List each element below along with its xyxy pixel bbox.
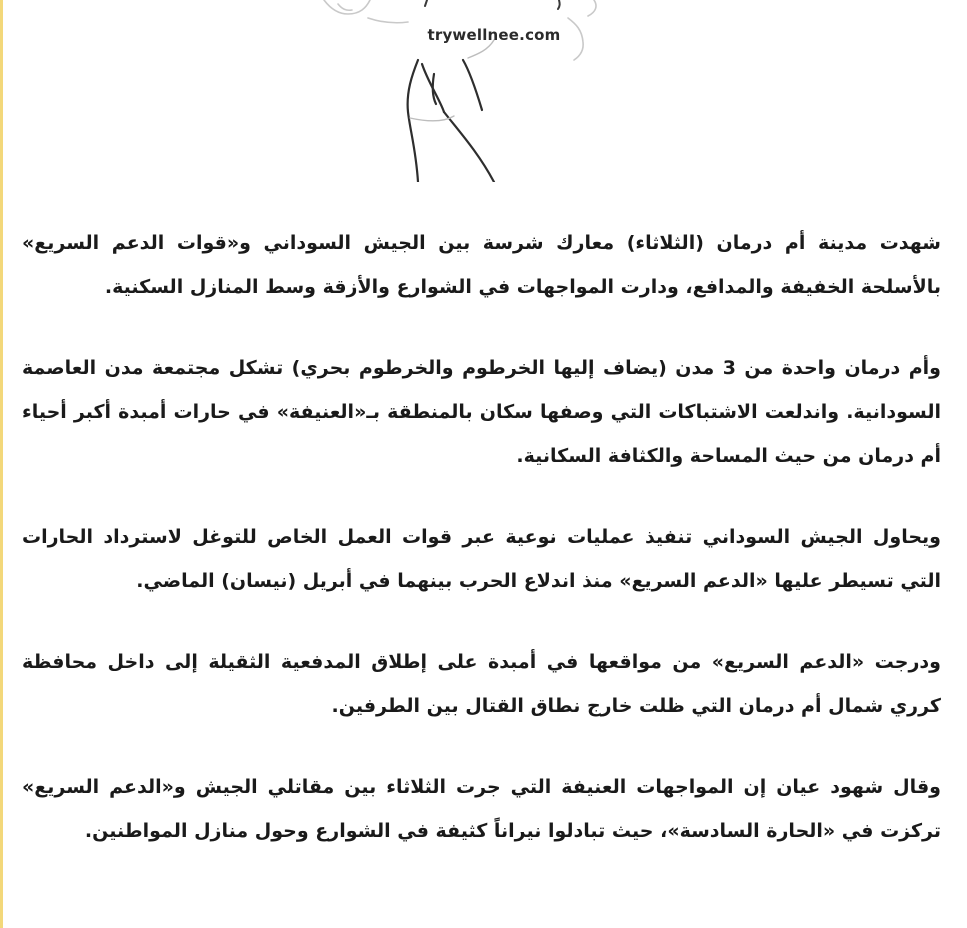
article-paragraph: ودرجت «الدعم السريع» من مواقعها في أمبدة على إطلاق المدفعية الثقيلة إلى داخل محافظة كرري شمال أم درمان التي ظلت خارج نطاق القتال بين الطرفين. (22, 651, 941, 717)
left-accent-bar (0, 0, 3, 928)
article-paragraph: وقال شهود عيان إن المواجهات العنيفة التي جرت الثلاثاء بين مقاتلي الجيش و«الدعم السريع» تركزت في «الحارة السادسة»، حيث تبادلوا نيراناً كثيفة في الشوارع وحول منازل المواطنين. (22, 776, 941, 842)
article-paragraph: شهدت مدينة أم درمان (الثلاثاء) معارك شرسة بين الجيش السوداني و«قوات الدعم السريع» بالأسلحة الخفيفة والمدافع، ودارت المواجهات في الشوارع والأزقة وسط المنازل السكنية. (22, 232, 941, 298)
image-watermark: trywellnee.com (427, 26, 561, 44)
article-image (8, 0, 967, 182)
article-paragraph: وأم درمان واحدة من 3 مدن (يضاف إليها الخرطوم والخرطوم بحري) تشكل مجتمعة مدن العاصمة السودانية. واندلعت الاشتباكات التي وصفها سكان بالمنطقة بـ«العنيفة» في حارات أمبدة أكبر أحياء أم درمان من حيث المساحة والكثافة السكانية. (22, 357, 941, 467)
article-paragraph: ويحاول الجيش السوداني تنفيذ عمليات نوعية عبر قوات العمل الخاص للتوغل لاسترداد الحارات التي تسيطر عليها «الدعم السريع» منذ اندلاع الحرب بينهما في أبريل (نيسان) الماضي. (22, 526, 941, 592)
article-body (22, 221, 941, 890)
